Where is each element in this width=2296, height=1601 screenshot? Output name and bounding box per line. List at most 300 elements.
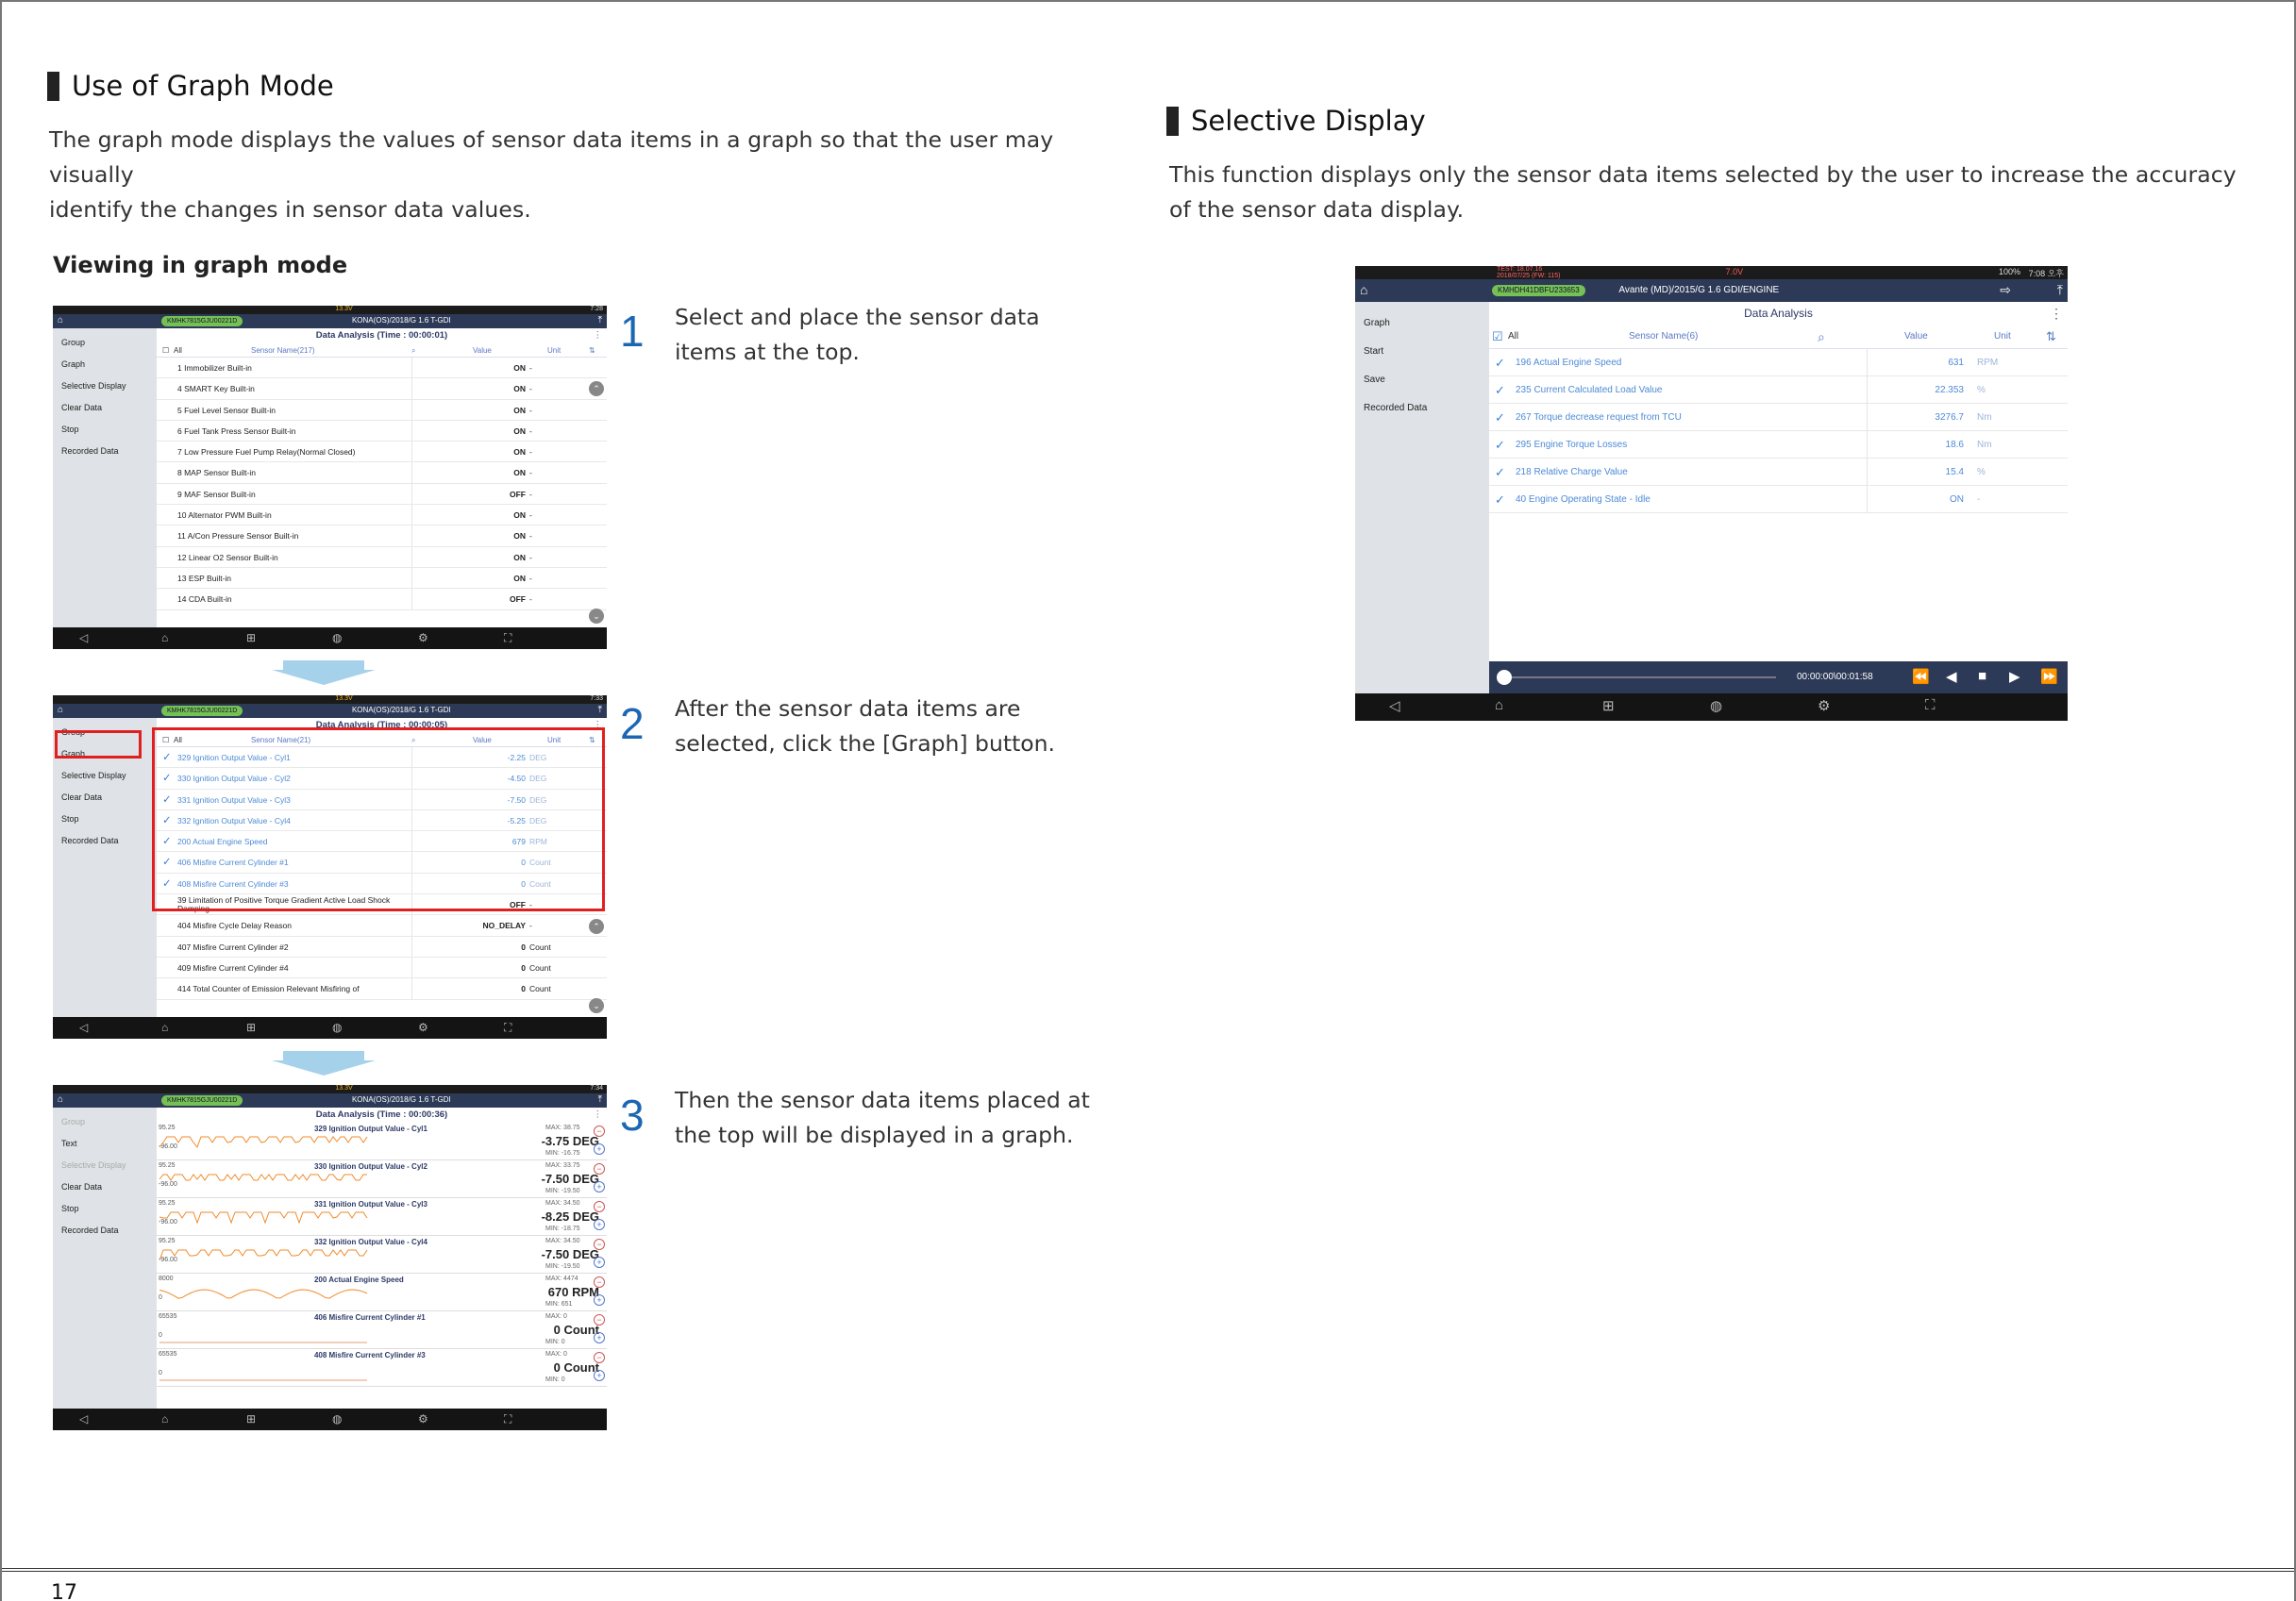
- upload-icon[interactable]: ⤒: [2056, 282, 2063, 297]
- col-sensor-name: Sensor Name(21): [251, 736, 311, 744]
- settings-icon[interactable]: ⚙: [418, 1412, 428, 1426]
- check-icon[interactable]: ✓: [162, 836, 172, 848]
- back-icon[interactable]: ◁: [1389, 698, 1400, 714]
- search-icon[interactable]: ⌕: [411, 346, 416, 355]
- graph-current-value: 670 RPM: [547, 1285, 599, 1299]
- col-all: All: [1508, 331, 1519, 342]
- table-row[interactable]: [157, 462, 607, 483]
- side-item-graph[interactable]: Graph: [61, 359, 86, 369]
- sensor-unit: DEG: [529, 815, 547, 826]
- play-icon[interactable]: ▶: [2009, 669, 2020, 685]
- side-item-clear-data[interactable]: Clear Data: [61, 1182, 103, 1192]
- column-divider: [411, 525, 412, 545]
- sensor-unit: DEG: [529, 774, 547, 784]
- screenshot-icon[interactable]: ⛶: [504, 631, 512, 644]
- graph-y-min: -96.00: [159, 1181, 177, 1188]
- play-position-knob[interactable]: [1497, 670, 1512, 685]
- table-row[interactable]: [157, 421, 607, 442]
- table-row[interactable]: [1489, 431, 2068, 459]
- intro-line: The graph mode displays the values of sensor data items in a graph so that the user may visually: [49, 126, 1054, 188]
- sensor-value: 0: [521, 984, 526, 994]
- arrow-right-icon[interactable]: ⇨: [2000, 282, 2011, 297]
- sensor-value: OFF: [510, 489, 526, 499]
- graph-current-value: -3.75 DEG: [541, 1134, 599, 1148]
- nav-bar: [53, 1017, 607, 1039]
- fast-forward-icon[interactable]: ⏩: [2040, 669, 2058, 685]
- sort-icon[interactable]: ⇅: [589, 736, 595, 744]
- graph-min: MIN: -18.75: [545, 1226, 580, 1232]
- section-title-selective-display: [1166, 105, 1426, 137]
- home-icon[interactable]: ⌂: [58, 1094, 64, 1105]
- status-bar: [53, 695, 607, 704]
- side-item-clear-data[interactable]: Clear Data: [61, 792, 103, 802]
- step-number-2: 2: [620, 699, 645, 748]
- graph-y-max: 95.25: [159, 1162, 176, 1169]
- progress-track[interactable]: [1512, 676, 1776, 678]
- settings-icon[interactable]: ⚙: [418, 631, 428, 644]
- sensor-name: 11 A/Con Pressure Sensor Built-in: [177, 531, 299, 542]
- home-nav-icon[interactable]: ⌂: [161, 1021, 169, 1034]
- column-divider: [411, 358, 412, 377]
- graph-row[interactable]: [157, 1123, 607, 1160]
- table-row[interactable]: [1489, 459, 2068, 486]
- upload-icon[interactable]: ⤒: [597, 1094, 602, 1105]
- column-header: [157, 343, 607, 358]
- title-bar: [53, 1093, 607, 1108]
- playback-time: 00:00:00\00:01:58: [1797, 672, 1873, 682]
- sensor-value: 18.6: [1945, 440, 1964, 450]
- graph-y-min: -96.00: [159, 1257, 177, 1263]
- sensor-unit: Count: [529, 984, 551, 994]
- check-icon[interactable]: ✓: [1495, 383, 1505, 397]
- col-sensor-name: Sensor Name(6): [1629, 331, 1699, 342]
- sensor-unit: Count: [529, 962, 551, 973]
- graph-y-min: -96.00: [159, 1219, 177, 1226]
- sensor-name: 5 Fuel Level Sensor Built-in: [177, 405, 276, 415]
- apps-icon[interactable]: ⊞: [246, 1021, 257, 1034]
- title-bar: [53, 704, 607, 718]
- upload-icon[interactable]: ⤒: [597, 705, 602, 715]
- playback-bar: [1489, 661, 2068, 693]
- graph-max: MAX: 33.75: [545, 1162, 580, 1169]
- graph-trace: [159, 1167, 499, 1193]
- sensor-name: 295 Engine Torque Losses: [1516, 440, 1628, 450]
- graph-row[interactable]: [157, 1349, 607, 1387]
- side-item-graph[interactable]: Graph: [61, 749, 86, 759]
- apps-icon[interactable]: ⊞: [246, 631, 257, 644]
- check-icon[interactable]: ✓: [162, 793, 172, 806]
- side-menu: [53, 718, 157, 1017]
- sensor-value: ON: [513, 510, 526, 521]
- side-item-selective-display[interactable]: Selective Display: [61, 771, 126, 780]
- sensor-value: ON: [513, 447, 526, 458]
- step-line: Select and place the sensor data: [675, 304, 1040, 330]
- check-icon[interactable]: ✓: [1495, 438, 1505, 452]
- scroll-down-icon[interactable]: ⌄: [589, 998, 604, 1013]
- sensor-value: -2.25: [507, 753, 526, 762]
- graph-min: MIN: 651: [545, 1301, 573, 1308]
- side-item-graph[interactable]: Graph: [1364, 318, 1390, 328]
- title-bar-marker: [1166, 107, 1179, 136]
- vin-badge: KMHK7815GJU00221D: [161, 316, 243, 326]
- sensor-name: 409 Misfire Current Cylinder #4: [177, 962, 289, 973]
- home-icon[interactable]: ⌂: [58, 315, 64, 325]
- step-text-2: [675, 692, 1055, 761]
- vehicle-info: KONA(OS)/2018/G 1.6 T-GDI: [351, 706, 451, 714]
- column-divider: [411, 915, 412, 935]
- graph-y-min: 0: [159, 1294, 162, 1301]
- column-divider: [411, 462, 412, 482]
- scroll-up-icon[interactable]: ⌃: [589, 919, 604, 934]
- select-all-checkbox[interactable]: ☐: [162, 346, 170, 355]
- step-line: Then the sensor data items placed at: [675, 1087, 1090, 1113]
- home-icon[interactable]: ⌂: [1360, 282, 1368, 297]
- sensor-unit: -: [529, 552, 532, 562]
- side-item-group[interactable]: Group: [61, 727, 86, 737]
- table-row[interactable]: [157, 378, 607, 399]
- sensor-value: ON: [513, 573, 526, 583]
- stop-icon[interactable]: ■: [1978, 668, 1987, 684]
- zoom-graph-icon[interactable]: +: [594, 1257, 605, 1268]
- column-header: [1489, 325, 2068, 349]
- graph-current-value: -8.25 DEG: [541, 1209, 599, 1224]
- nav-bar: [53, 1409, 607, 1430]
- side-item-selective-display[interactable]: Selective Display: [61, 381, 126, 391]
- col-unit: Unit: [1994, 331, 2011, 342]
- remove-graph-icon[interactable]: −: [594, 1352, 605, 1363]
- sensor-value: 22.353: [1935, 385, 1964, 395]
- column-divider: [411, 442, 412, 461]
- menu-icon[interactable]: ⋮: [593, 720, 602, 730]
- graph-row[interactable]: [157, 1236, 607, 1274]
- check-icon[interactable]: ✓: [1495, 356, 1505, 370]
- side-item-recorded-data[interactable]: Recorded Data: [1364, 403, 1428, 413]
- table-row[interactable]: [157, 589, 607, 609]
- side-item-stop[interactable]: Stop: [61, 1204, 79, 1213]
- sensor-value: -7.50: [507, 794, 526, 805]
- step-line: items at the top.: [675, 339, 860, 365]
- graph-max: MAX: 38.75: [545, 1125, 580, 1131]
- table-row[interactable]: [157, 484, 607, 505]
- sensor-value: ON: [1950, 494, 1964, 505]
- graph-line: [159, 1250, 367, 1260]
- check-icon[interactable]: ✓: [162, 877, 172, 890]
- sensor-name: 12 Linear O2 Sensor Built-in: [177, 552, 278, 562]
- side-item-save[interactable]: Save: [1364, 375, 1385, 385]
- column-divider: [411, 589, 412, 609]
- side-menu: [1355, 302, 1489, 693]
- graph-max: MAX: 34.50: [545, 1200, 580, 1207]
- sensor-unit: -: [529, 594, 532, 605]
- table-row[interactable]: [157, 915, 607, 936]
- home-nav-icon[interactable]: ⌂: [161, 1412, 169, 1426]
- side-item-clear-data[interactable]: Clear Data: [61, 403, 103, 412]
- sensor-value: -4.50: [507, 774, 526, 784]
- side-item-group[interactable]: Group: [61, 1117, 86, 1126]
- graph-current-value: -7.50 DEG: [541, 1247, 599, 1261]
- graph-y-max: 65535: [159, 1351, 177, 1358]
- globe-icon[interactable]: ◍: [1710, 698, 1723, 714]
- clock: 7:34: [590, 1085, 603, 1092]
- graph-current-value: -7.50 DEG: [541, 1172, 599, 1186]
- col-unit: Unit: [547, 736, 561, 744]
- title-bar: [53, 314, 607, 328]
- back-icon[interactable]: ◁: [79, 1412, 89, 1426]
- down-arrow-1: [272, 660, 376, 685]
- scroll-up-icon[interactable]: ⌃: [589, 381, 604, 396]
- section-title-text: Selective Display: [1191, 105, 1426, 137]
- column-divider: [1867, 431, 1868, 458]
- intro-line: identify the changes in sensor data values.: [49, 196, 531, 223]
- sensor-value: -5.25: [507, 815, 526, 826]
- table-row[interactable]: [1489, 349, 2068, 376]
- sort-icon[interactable]: ⇅: [2046, 329, 2056, 343]
- sensor-unit: -: [529, 921, 532, 931]
- graph-min: MIN: -19.50: [545, 1188, 580, 1194]
- column-divider: [411, 400, 412, 420]
- graph-row[interactable]: [157, 1198, 607, 1236]
- nav-bar: [1355, 693, 2068, 721]
- check-icon[interactable]: ✓: [1495, 465, 1505, 479]
- sensor-name: 7 Low Pressure Fuel Pump Relay(Normal Closed): [177, 447, 356, 458]
- tablet-screenshot-3: [53, 1085, 607, 1430]
- sensor-unit: DEG: [529, 753, 547, 762]
- intro-line: of the sensor data display.: [1169, 196, 1465, 223]
- sensor-value: OFF: [510, 900, 526, 910]
- table-row[interactable]: [157, 358, 607, 378]
- table-row[interactable]: [157, 937, 607, 958]
- sensor-name: 332 Ignition Output Value - Cyl4: [177, 815, 291, 826]
- sensor-value: 0: [521, 962, 526, 973]
- test-info: [1497, 266, 1560, 279]
- table-row[interactable]: [157, 547, 607, 568]
- settings-icon[interactable]: ⚙: [418, 1021, 428, 1034]
- table-row[interactable]: [1489, 486, 2068, 513]
- table-row[interactable]: [1489, 404, 2068, 431]
- side-item-stop[interactable]: Stop: [61, 425, 79, 434]
- table-row[interactable]: [157, 568, 607, 589]
- graph-y-max: 65535: [159, 1313, 177, 1320]
- side-item-recorded-data[interactable]: Recorded Data: [61, 1226, 119, 1235]
- zoom-graph-icon[interactable]: +: [594, 1332, 605, 1343]
- remove-graph-icon[interactable]: −: [594, 1163, 605, 1175]
- sensor-name: 406 Misfire Current Cylinder #1: [177, 858, 289, 868]
- section-title-graph-mode: [47, 70, 334, 102]
- graph-trace: [159, 1205, 499, 1231]
- graph-y-max: 8000: [159, 1276, 174, 1282]
- graph-line: [159, 1175, 367, 1180]
- vin-badge: KMHK7815GJU00221D: [161, 1095, 243, 1106]
- upload-icon[interactable]: ⤒: [597, 315, 602, 325]
- side-item-text[interactable]: Text: [61, 1139, 77, 1148]
- status-bar: [53, 1085, 607, 1093]
- data-analysis-header: [1489, 302, 2068, 325]
- sensor-unit: Count: [529, 878, 551, 889]
- zoom-graph-icon[interactable]: +: [594, 1143, 605, 1155]
- check-icon[interactable]: ✓: [162, 857, 172, 869]
- sensor-value: 679: [511, 837, 526, 847]
- check-icon[interactable]: ✓: [1495, 410, 1505, 425]
- globe-icon[interactable]: ◍: [332, 1021, 343, 1034]
- check-icon[interactable]: ✓: [162, 814, 172, 826]
- home-nav-icon[interactable]: ⌂: [1495, 697, 1504, 713]
- apps-icon[interactable]: ⊞: [246, 1412, 257, 1426]
- graph-row[interactable]: [157, 1311, 607, 1349]
- graph-row[interactable]: [157, 1274, 607, 1311]
- step-line: selected, click the [Graph] button.: [675, 730, 1056, 757]
- table-row[interactable]: [157, 958, 607, 978]
- back-icon[interactable]: ◁: [79, 631, 89, 644]
- menu-icon[interactable]: ⋮: [593, 1109, 602, 1120]
- column-divider: [411, 958, 412, 977]
- sensor-unit: -: [529, 384, 532, 394]
- sensor-name: 13 ESP Built-in: [177, 573, 232, 583]
- screenshot-icon[interactable]: ⛶: [1925, 697, 1936, 713]
- sensor-name: 200 Actual Engine Speed: [177, 837, 268, 847]
- search-icon[interactable]: ⌕: [411, 736, 416, 744]
- search-icon[interactable]: ⌕: [1818, 329, 1825, 344]
- step-line: the top will be displayed in a graph.: [675, 1122, 1074, 1148]
- zoom-graph-icon[interactable]: +: [594, 1294, 605, 1306]
- side-item-group[interactable]: Group: [61, 338, 86, 347]
- zoom-graph-icon[interactable]: +: [594, 1370, 605, 1381]
- graph-trace: [159, 1318, 499, 1344]
- sensor-unit: Count: [529, 858, 551, 868]
- vin-badge: KMHK7815GJU00221D: [161, 706, 243, 716]
- table-row[interactable]: [1489, 376, 2068, 404]
- sensor-unit: -: [529, 468, 532, 478]
- check-icon[interactable]: ✓: [162, 752, 172, 763]
- col-value: Value: [1904, 331, 1928, 342]
- voltage-readout: 13.3V: [335, 1085, 353, 1092]
- select-all-checkbox[interactable]: ☑: [1492, 329, 1503, 343]
- check-icon[interactable]: ✓: [1495, 492, 1505, 507]
- graph-title: 330 Ignition Output Value - Cyl2: [313, 1162, 427, 1171]
- home-nav-icon[interactable]: ⌂: [161, 631, 169, 644]
- graph-min: MIN: 0: [545, 1376, 565, 1383]
- side-menu: [53, 1108, 157, 1409]
- data-analysis-header: [157, 1108, 607, 1123]
- col-all: All: [174, 346, 182, 355]
- remove-graph-icon[interactable]: −: [594, 1314, 605, 1326]
- globe-icon[interactable]: ◍: [332, 1412, 343, 1426]
- table-row[interactable]: [157, 978, 607, 999]
- sensor-unit: Nm: [1977, 440, 1992, 450]
- sensor-name: 407 Misfire Current Cylinder #2: [177, 942, 289, 952]
- intro-line: This function displays only the sensor data items selected by the user to increase the accuracy: [1169, 161, 2237, 188]
- rewind-icon[interactable]: ⏪: [1912, 669, 1930, 685]
- sensor-unit: %: [1977, 385, 1986, 395]
- table-row[interactable]: [157, 505, 607, 525]
- sensor-value: 0: [521, 858, 526, 868]
- sensor-value: 0: [521, 878, 526, 889]
- zoom-graph-icon[interactable]: +: [594, 1181, 605, 1192]
- sensor-name: 218 Relative Charge Value: [1516, 467, 1628, 477]
- tablet-screenshot-1: [53, 306, 607, 649]
- header-text: Data Analysis (Time : 00:00:05): [315, 720, 448, 730]
- tablet-screenshot-4: [1355, 266, 2068, 721]
- graph-y-min: 0: [159, 1370, 162, 1376]
- header-text: Data Analysis: [1744, 307, 1813, 320]
- fw-version: 2018/07/25 (FW: 115): [1497, 273, 1561, 279]
- graph-y-min: -96.00: [159, 1143, 177, 1150]
- col-sensor-name: Sensor Name(217): [251, 346, 315, 355]
- screenshot-icon[interactable]: ⛶: [504, 1021, 512, 1034]
- remove-graph-icon[interactable]: −: [594, 1126, 605, 1137]
- vehicle-info: Avante (MD)/2015/G 1.6 GDI/ENGINE: [1618, 285, 1780, 295]
- graph-mode-intro: [49, 123, 1144, 227]
- vehicle-info: KONA(OS)/2018/G 1.6 T-GDI: [351, 316, 451, 325]
- sensor-unit: -: [529, 363, 532, 373]
- sensor-value: 631: [1948, 358, 1964, 368]
- remove-graph-icon[interactable]: −: [594, 1239, 605, 1250]
- select-all-checkbox[interactable]: ☐: [162, 736, 170, 744]
- selective-display-intro: [1169, 158, 2273, 227]
- side-item-start[interactable]: Start: [1364, 346, 1384, 357]
- table-row[interactable]: [157, 525, 607, 546]
- step-back-icon[interactable]: ◀: [1946, 669, 1957, 685]
- sensor-unit: DEG: [529, 794, 547, 805]
- clock: 7:08 오후: [2028, 269, 2064, 278]
- graph-row[interactable]: [157, 1160, 607, 1198]
- side-item-recorded-data[interactable]: Recorded Data: [61, 446, 119, 456]
- side-item-recorded-data[interactable]: Recorded Data: [61, 836, 119, 845]
- sensor-unit: Count: [529, 942, 551, 952]
- screenshot-icon[interactable]: ⛶: [504, 1412, 512, 1426]
- sensor-name: 1 Immobilizer Built-in: [177, 363, 252, 373]
- menu-icon[interactable]: ⋮: [593, 330, 602, 341]
- sensor-value: NO_DELAY: [482, 921, 526, 931]
- side-item-selective-display[interactable]: Selective Display: [61, 1160, 126, 1170]
- test-date: TEST: 18.07.16: [1497, 266, 1543, 273]
- globe-icon[interactable]: ◍: [332, 631, 343, 644]
- settings-icon[interactable]: ⚙: [1818, 698, 1831, 714]
- sensor-name: 9 MAF Sensor Built-in: [177, 489, 256, 499]
- graph-min: MIN: -16.75: [545, 1150, 580, 1157]
- column-divider: [411, 378, 412, 398]
- sensor-name: 39 Limitation of Positive Torque Gradient Active Load Shock Damping: [177, 895, 391, 914]
- sensor-unit: -: [529, 405, 532, 415]
- zoom-graph-icon[interactable]: +: [594, 1219, 605, 1230]
- check-icon[interactable]: ✓: [162, 773, 172, 785]
- table-row[interactable]: [157, 442, 607, 462]
- status-bar: [53, 306, 607, 314]
- side-item-stop[interactable]: Stop: [61, 814, 79, 824]
- sensor-name: 4 SMART Key Built-in: [177, 384, 255, 394]
- section-title-text: Use of Graph Mode: [72, 70, 334, 102]
- remove-graph-icon[interactable]: −: [594, 1276, 605, 1288]
- nav-bar: [53, 627, 607, 649]
- sensor-name: 330 Ignition Output Value - Cyl2: [177, 774, 291, 784]
- scroll-down-icon[interactable]: ⌄: [589, 609, 604, 624]
- home-icon[interactable]: ⌂: [58, 705, 64, 715]
- table-row[interactable]: [157, 400, 607, 421]
- graph-y-max: 95.25: [159, 1238, 176, 1244]
- menu-icon[interactable]: ⋮: [2050, 306, 2063, 321]
- column-divider: [411, 484, 412, 504]
- remove-graph-icon[interactable]: −: [594, 1201, 605, 1212]
- column-divider: [1867, 376, 1868, 403]
- sort-icon[interactable]: ⇅: [589, 346, 595, 355]
- graph-trace: [159, 1280, 499, 1307]
- apps-icon[interactable]: ⊞: [1602, 698, 1615, 714]
- graph-y-max: 95.25: [159, 1125, 176, 1131]
- back-icon[interactable]: ◁: [79, 1021, 89, 1034]
- graph-line: [159, 1290, 367, 1298]
- graph-y-min: 0: [159, 1332, 162, 1339]
- voltage-readout: 7.0V: [1725, 267, 1744, 276]
- page-footer-rule: [2, 1568, 2294, 1601]
